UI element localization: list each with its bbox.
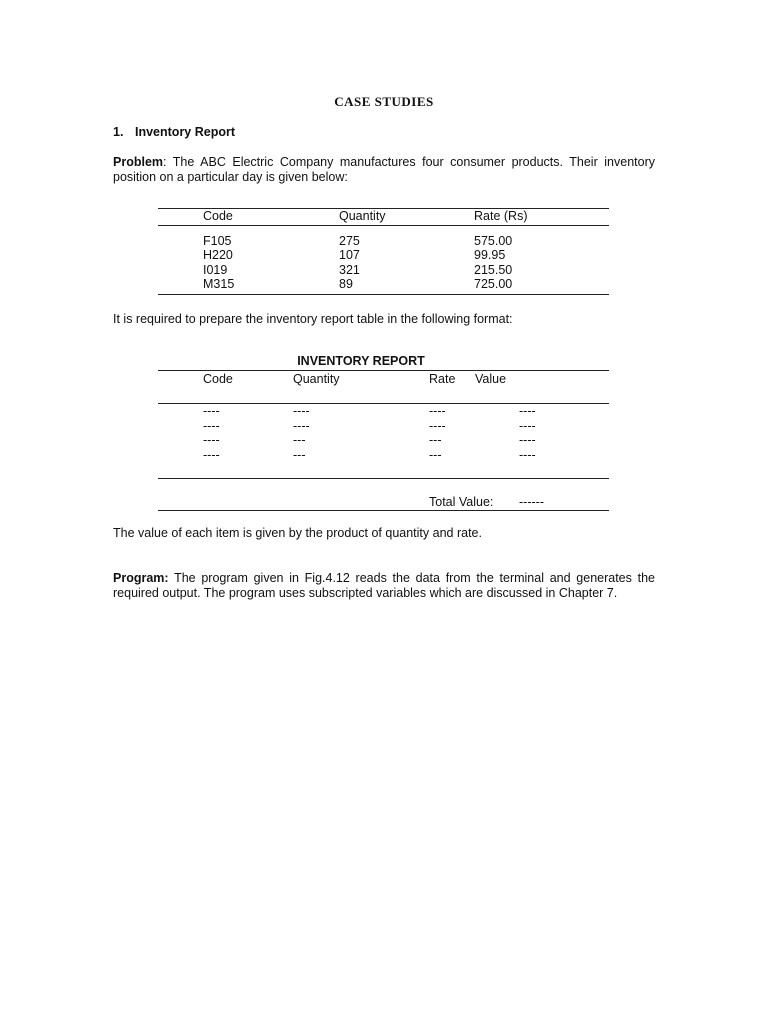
report-cell-value: ---- — [519, 433, 536, 447]
report-cell-code: ---- — [203, 433, 220, 447]
problem-paragraph — [113, 155, 655, 185]
report-cell-quantity: --- — [293, 448, 306, 462]
report-cell-value: ---- — [519, 404, 536, 418]
table-header-code: Code — [203, 209, 233, 223]
report-cell-quantity: ---- — [293, 419, 310, 433]
instruction-paragraph: It is required to prepare the inventory report table in the following format: — [113, 312, 513, 326]
report-cell-code: ---- — [203, 448, 220, 462]
report-header-code: Code — [203, 372, 233, 386]
page-title: CASE STUDIES — [334, 94, 434, 109]
report-cell-rate: --- — [429, 433, 442, 447]
report-total-rule — [158, 478, 609, 479]
report-header-rate: Rate — [429, 372, 456, 386]
report-header-value: Value — [475, 372, 507, 386]
table-cell-rate: 575.00 — [474, 234, 513, 248]
problem-label: Problem — [113, 155, 164, 169]
report-cell-rate: --- — [429, 448, 442, 462]
table-header-quantity: Quantity — [339, 209, 386, 223]
report-cell-value: ---- — [519, 419, 536, 433]
report-cell-quantity: ---- — [293, 404, 310, 418]
total-value-placeholder: ------ — [519, 495, 544, 509]
table-cell-code: H220 — [203, 248, 233, 262]
program-label: Program: — [113, 571, 169, 585]
report-title: INVENTORY REPORT — [297, 354, 425, 368]
table-bottom-rule — [158, 294, 609, 295]
value-note-paragraph: The value of each item is given by the product of quantity and rate. — [113, 526, 482, 540]
program-paragraph — [113, 571, 655, 601]
table-cell-code: I019 — [203, 263, 228, 277]
table-cell-quantity: 89 — [339, 277, 353, 291]
report-bottom-rule — [158, 510, 609, 511]
table-header-rule — [158, 225, 609, 226]
problem-text: : The ABC Electric Company manufactures four consumer products. Their inventory position on a particular day is given below: — [113, 155, 655, 184]
table-cell-rate: 725.00 — [474, 277, 513, 291]
table-cell-rate: 215.50 — [474, 263, 513, 277]
report-cell-code: ---- — [203, 419, 220, 433]
report-cell-quantity: --- — [293, 433, 306, 447]
section-heading-text: Inventory Report — [135, 125, 236, 139]
report-cell-rate: ---- — [429, 404, 446, 418]
report-header-quantity: Quantity — [293, 372, 340, 386]
table-cell-rate: 99.95 — [474, 248, 506, 262]
table-cell-quantity: 107 — [339, 248, 360, 262]
table-header-rate: Rate (Rs) — [474, 209, 528, 223]
table-cell-quantity: 321 — [339, 263, 360, 277]
report-cell-rate: ---- — [429, 419, 446, 433]
report-cell-value: ---- — [519, 448, 536, 462]
total-value-label: Total Value: — [429, 495, 494, 509]
table-cell-code: M315 — [203, 277, 235, 291]
program-text: The program given in Fig.4.12 reads the data from the terminal and generates the required output. The program uses subscripted variables which are discussed in Chapter 7. — [113, 571, 655, 600]
section-heading — [113, 125, 235, 139]
section-number: 1. — [113, 125, 124, 139]
table-cell-quantity: 275 — [339, 234, 360, 248]
report-cell-code: ---- — [203, 404, 220, 418]
report-header-rule — [158, 403, 609, 404]
table-cell-code: F105 — [203, 234, 232, 248]
report-top-rule — [158, 370, 609, 371]
